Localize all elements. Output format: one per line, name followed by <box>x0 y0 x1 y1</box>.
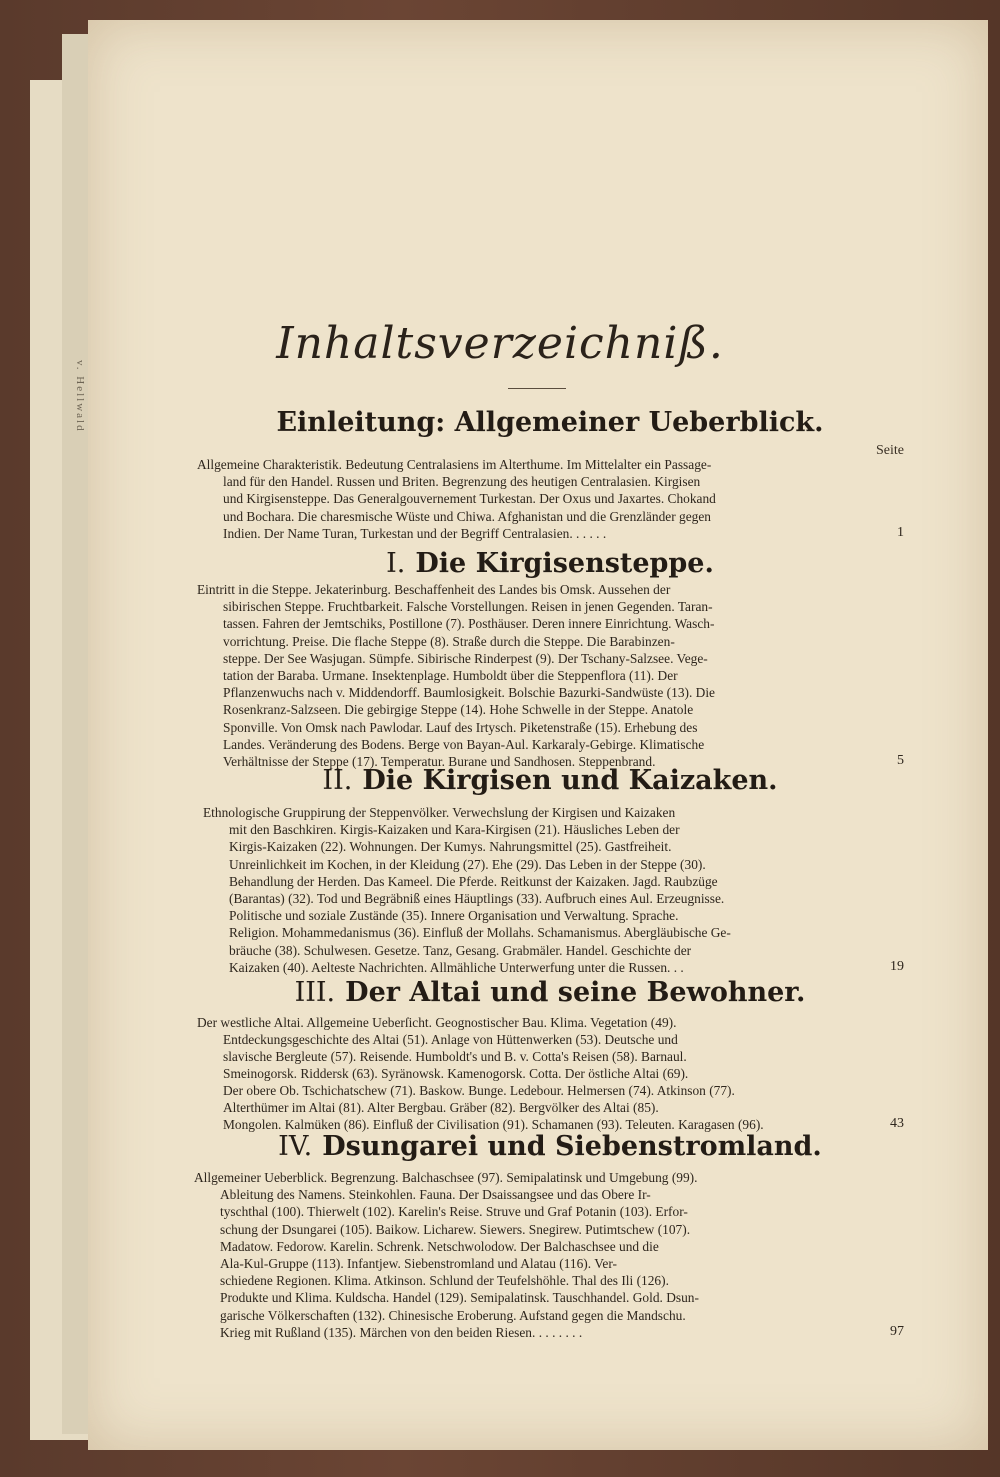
toc-line: Pflanzenwuchs nach v. Middendorff. Baumlosigkeit. Bolschie Bazurki-Sandwüste (13). Die <box>223 685 716 701</box>
page-number: 5 <box>897 753 904 768</box>
toc-line: tyschthal (100). Thierwelt (102). Karelin's Reise. Struve und Graf Potanin (103). Erfor- <box>220 1204 688 1220</box>
section-title: Die Kirgisensteppe. <box>415 548 714 579</box>
toc-line: Eintritt in die Steppe. Jekaterinburg. Beschaffenheit des Landes bis Omsk. Aussehen der <box>197 582 671 597</box>
toc-line: Krieg mit Rußland (135). Märchen von den beiden Riesen. . . . . . . . <box>220 1324 583 1340</box>
title-rule <box>508 388 566 389</box>
toc-line: Produkte und Klima. Kuldscha. Handel (129). Semipalatinsk. Tauschhandel. Gold. Dsun- <box>220 1290 699 1306</box>
section-numeral: IV. <box>278 1131 313 1162</box>
toc-line: Allgemeine Charakteristik. Bedeutung Centralasiens im Alterthume. Im Mittelalter ein Passage- <box>197 457 712 472</box>
toc-line: land für den Handel. Russen und Briten. Begrenzung des heutigen Centralasien. Kirgisen <box>223 474 701 490</box>
toc-line: mit den Baschkiren. Kirgis-Kaizaken und Kara-Kirgisen (21). Häusliches Leben der <box>229 822 680 838</box>
section-title: Dsungarei und Siebenstromland. <box>322 1131 822 1162</box>
toc-line: bräuche (38). Schulwesen. Gesetze. Tanz, Gesang. Grabmäler. Handel. Geschichte der <box>229 942 692 958</box>
section-heading <box>0 1131 1000 1162</box>
toc-line: Madatow. Fedorow. Karelin. Schrenk. Netschwolodow. Der Balchaschsee und die <box>220 1238 659 1254</box>
page-title: Inhaltsverzeichniß. <box>276 318 724 369</box>
toc-line: Ethnologische Gruppirung der Steppenvölker. Verwechslung der Kirgisen und Kaizaken <box>203 805 676 820</box>
section-numeral: I. <box>386 548 406 579</box>
toc-line: Rosenkranz-Salzseen. Die gebirgige Steppe (14). Hohe Schwelle in der Steppe. Anatole <box>223 702 694 718</box>
toc-line: Sponville. Von Omsk nach Pawlodar. Lauf des Irtysch. Piketenstraße (15). Erhebung des <box>223 719 698 735</box>
toc-line: Alterthümer im Altai (81). Alter Bergbau. Gräber (82). Bergvölker des Altai (85). <box>223 1100 659 1115</box>
toc-line: Behandlung der Herden. Das Kameel. Die Pferde. Reitkunst der Kaizaken. Jagd. Raubzüge <box>229 873 718 889</box>
toc-line: schung der Dsungarei (105). Baikow. Licharew. Siewers. Snegirew. Putimtschew (107). <box>220 1221 691 1237</box>
section-numeral: II. <box>322 765 353 796</box>
toc-line: Der obere Ob. Tschichatschew (71). Baskow. Bunge. Ledebour. Helmersen (74). Atkinson (77). <box>223 1083 735 1098</box>
seite-label: Seite <box>876 443 904 458</box>
toc-line: Kirgis-Kaizaken (22). Wohnungen. Der Kumys. Nahrungsmittel (25). Gastfreiheit. <box>229 839 672 855</box>
section-heading <box>0 765 1000 796</box>
toc-line: Politische und soziale Zustände (35). Innere Organisation und Verwaltung. Sprache. <box>229 908 679 924</box>
toc-line: Unreinlichkeit im Kochen, in der Kleidung (27). Ehe (29). Das Leben in der Steppe (30). <box>229 856 706 872</box>
toc-line: Ala-Kul-Gruppe (113). Infantjew. Siebenstromland und Alatau (116). Ver- <box>220 1256 618 1271</box>
toc-line: Entdeckungsgeschichte des Altai (51). Anlage von Hüttenwerken (53). Deutsche und <box>223 1032 678 1047</box>
toc-line: und Kirgisensteppe. Das Generalgouvernement Turkestan. Der Oxus und Jaxartes. Chokand <box>223 491 716 507</box>
section-heading <box>0 548 1000 579</box>
section-heading <box>0 407 1000 438</box>
toc-line: schiedene Regionen. Klima. Atkinson. Schlund der Teufelshöhle. Thal des Ili (126). <box>220 1273 669 1289</box>
toc-line: Mongolen. Kalmüken (86). Einfluß der Civilisation (91). Schamanen (93). Teleuten. Karagasen (96). <box>223 1117 764 1132</box>
toc-line: tation der Baraba. Urmane. Insektenplage. Humboldt über die Steppenflora (11). Der <box>223 668 678 683</box>
toc-line: slavische Bergleute (57). Reisende. Humboldt's und B. v. Cotta's Reisen (58). Barnaul. <box>223 1049 687 1064</box>
page-number: 19 <box>890 958 904 974</box>
toc-line: Allgemeiner Ueberblick. Begrenzung. Balchaschsee (97). Semipalatinsk und Umgebung (99). <box>194 1170 698 1185</box>
toc-line: Religion. Mohammedanismus (36). Einfluß der Mollahs. Schamanismus. Abergläubische Ge- <box>229 925 731 941</box>
toc-line: und Bochara. Die charesmische Wüste und Chiwa. Afghanistan und die Grenzländer gegen <box>223 508 711 524</box>
page-number: 1 <box>897 524 904 540</box>
section-title: Die Kirgisen und Kaizaken. <box>362 765 778 796</box>
toc-line: garische Völkerschaften (132). Chinesische Eroberung. Aufstand gegen die Mandschu. <box>220 1307 686 1323</box>
page-number: 97 <box>890 1323 904 1339</box>
section-title: Der Altai und seine Bewohner. <box>345 977 806 1008</box>
toc-line: Der westliche Altai. Allgemeine Ueberſicht. Geognostischer Bau. Klima. Vegetation (49). <box>197 1015 677 1030</box>
toc-line: Smeinogorsk. Riddersk (63). Syränowsk. Kamenogorsk. Cotta. Der östliche Altai (69). <box>223 1066 689 1081</box>
section-title: Einleitung: Allgemeiner Ueberblick. <box>276 407 824 438</box>
toc-line: steppe. Der See Wasjugan. Sümpfe. Sibirische Rinderpest (9). Der Tschany-Salzsee. Vege- <box>223 650 708 666</box>
toc-line: (Barantas) (32). Tod und Begräbniß eines Häuptlings (33). Aufbruch eines Aul. Erzeugnisse. <box>229 891 725 906</box>
toc-line: Kaizaken (40). Aelteste Nachrichten. Allmähliche Unterwerfung unter die Russen. . . <box>229 959 684 975</box>
toc-line: vorrichtung. Preise. Die flache Steppe (8). Straße durch die Steppe. Die Barabinzen- <box>223 633 675 649</box>
toc-line: Indien. Der Name Turan, Turkestan und der Begriff Centralasien. . . . . . <box>223 525 607 541</box>
page-number: 43 <box>890 1116 904 1131</box>
section-numeral: III. <box>294 977 336 1008</box>
section-heading <box>0 977 1000 1008</box>
toc-line: tassen. Fahren der Jemtschiks, Postillone (7). Posthäuser. Deren innere Einrichtung. Wasch- <box>223 616 715 632</box>
toc-line: Verhältnisse der Steppe (17). Temperatur. Burane und Sandhosen. Steppenbrand. <box>223 754 656 769</box>
toc-line: Landes. Veränderung des Bodens. Berge von Bayan-Aul. Karkaraly-Gebirge. Klimatische <box>223 736 705 752</box>
toc-line: Ableitung des Namens. Steinkohlen. Fauna. Der Dsaissangsee und das Obere Ir- <box>220 1187 651 1203</box>
spine-fragment: v. Hellwald <box>74 360 86 433</box>
toc-line: sibirischen Steppe. Fruchtbarkeit. Falsche Vorstellungen. Reisen in jenen Gegenden. Taran- <box>223 599 713 615</box>
